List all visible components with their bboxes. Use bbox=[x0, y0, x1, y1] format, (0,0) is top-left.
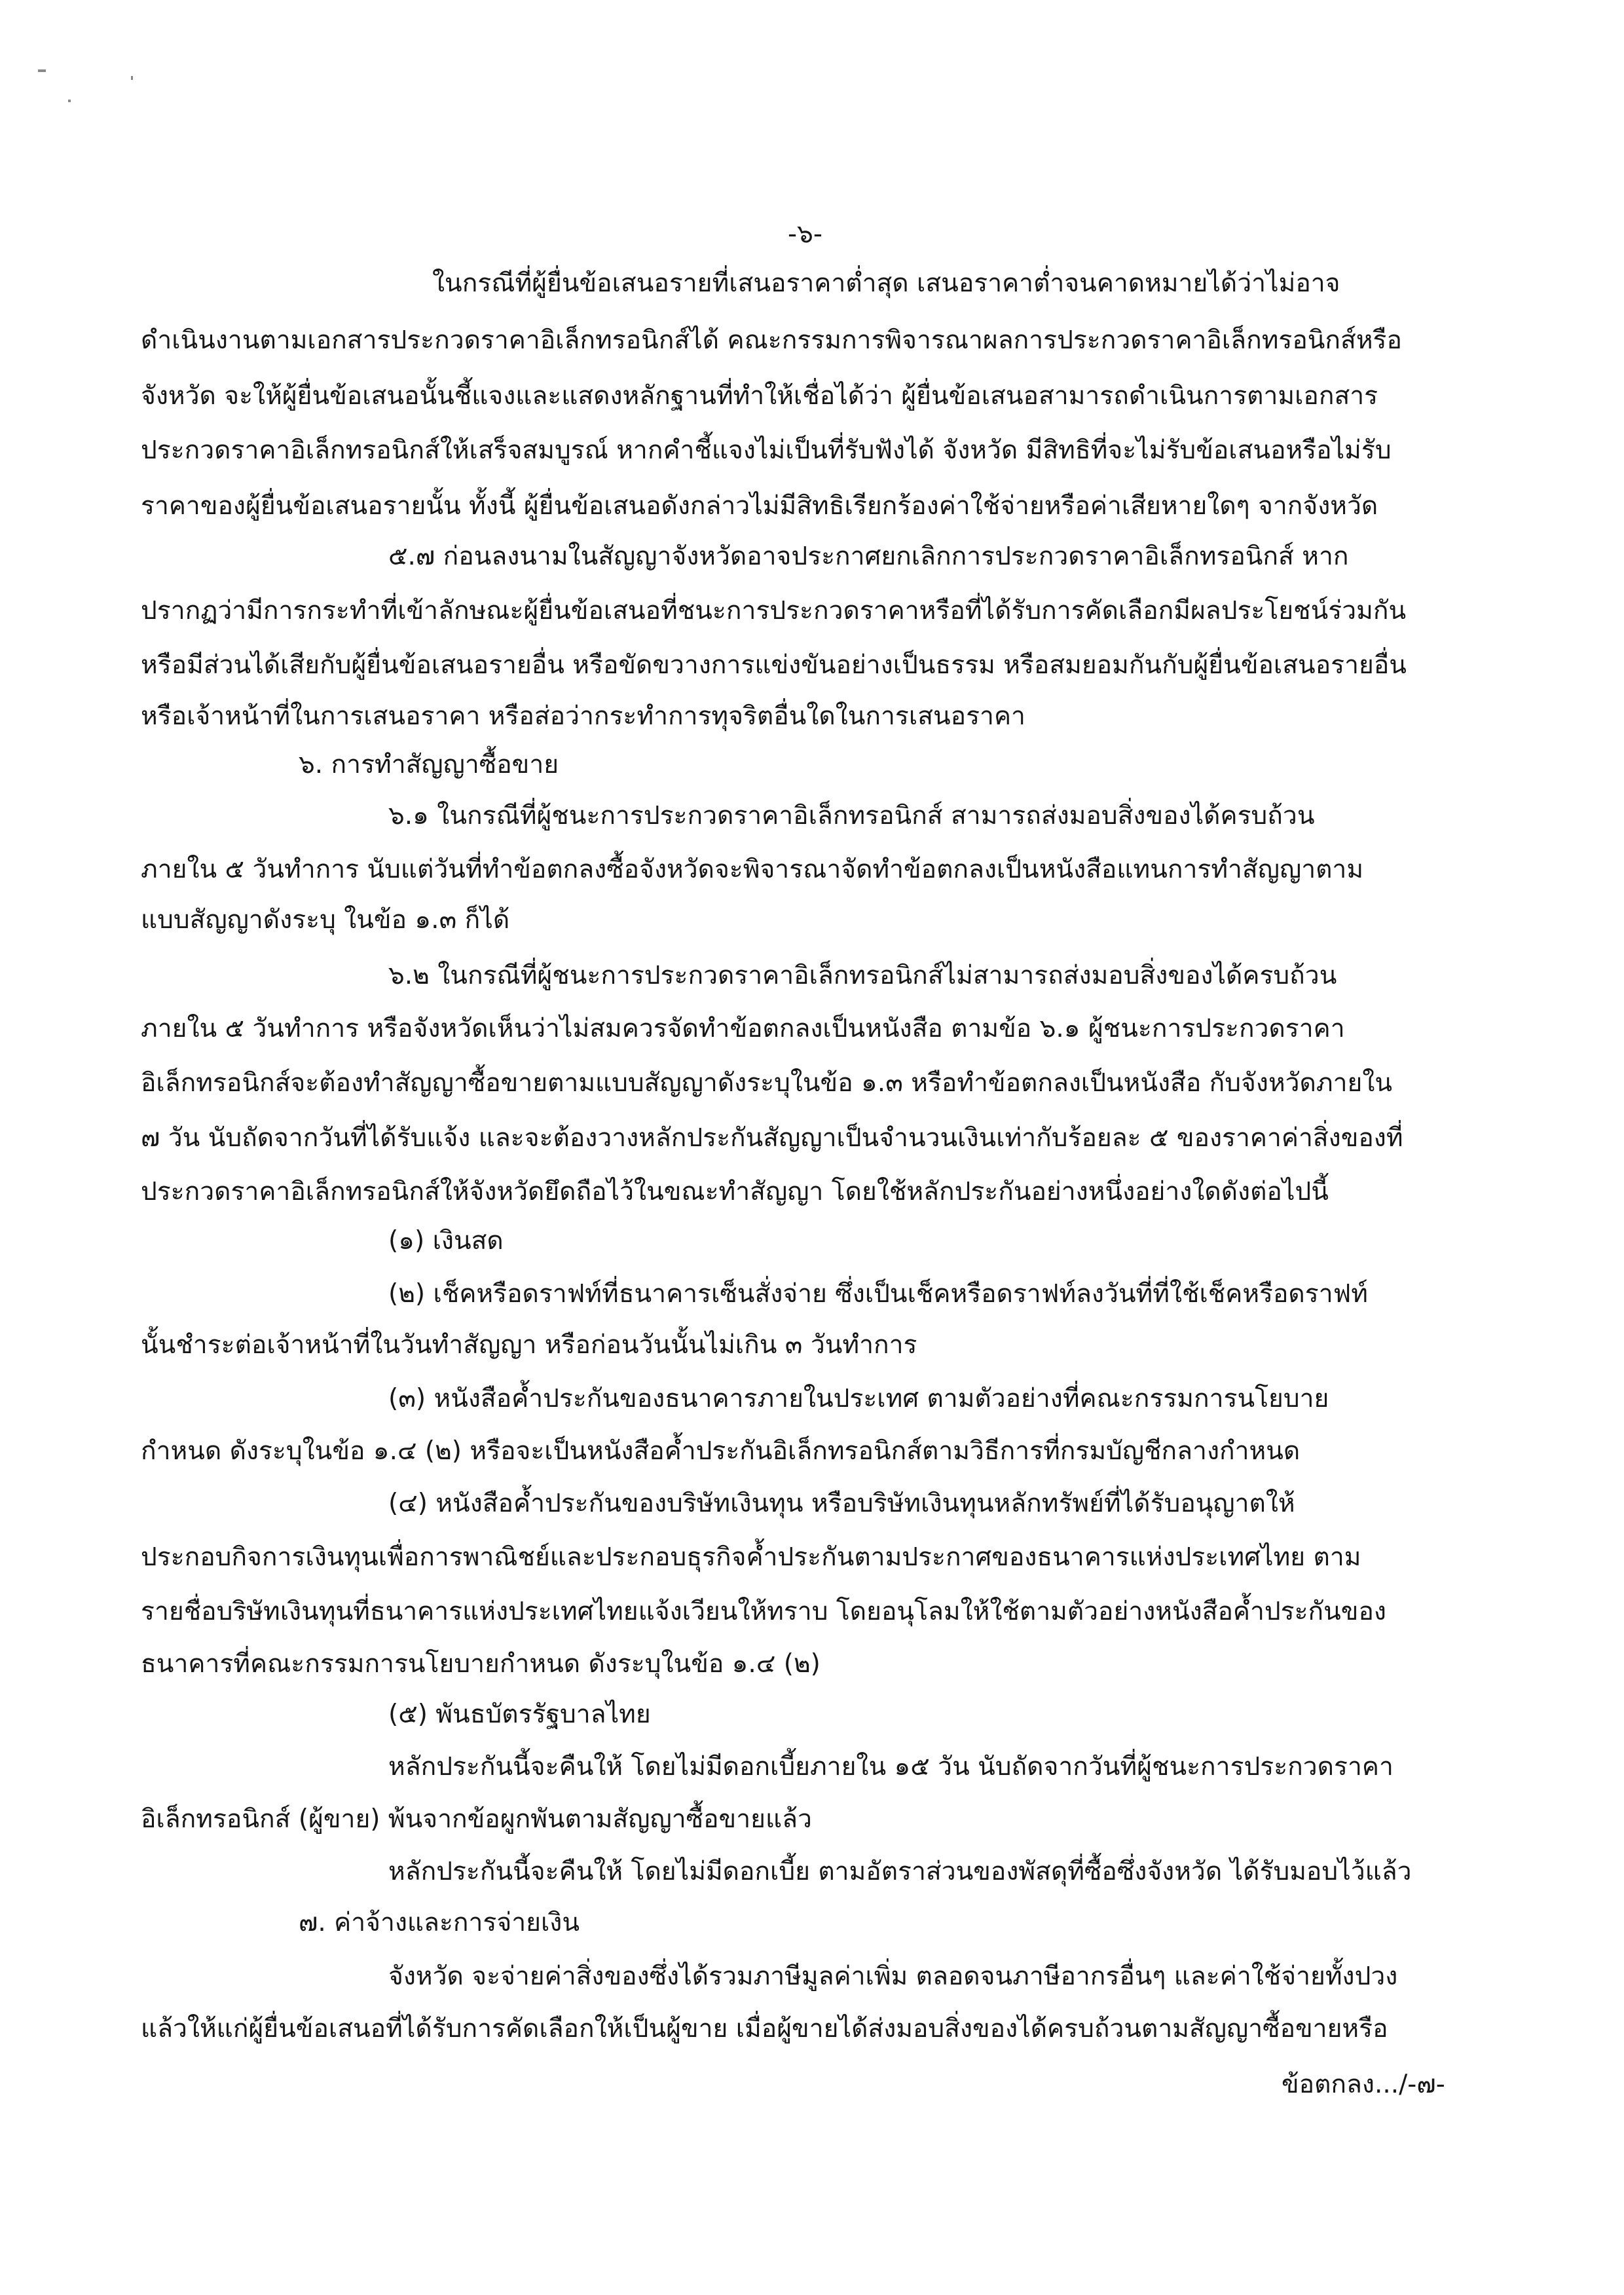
item-2: (๒) เช็คหรือดราฟท์ที่ธนาคารเซ็นสั่งจ่าย ซึ่งเป็นเช็คหรือดราฟท์ลงวันที่ที่ใช้เช็คหรือดราฟท์ bbox=[388, 1279, 1368, 1309]
body-line: ประกวดราคาอิเล็กทรอนิกส์ให้จังหวัดยึดถือไว้ในขณะทำสัญญา โดยใช้หลักประกันอย่างหนึ่งอย่างใดดังต่อไปนี้ bbox=[141, 1177, 1329, 1206]
clause-6-1: ๖.๑ ในกรณีที่ผู้ชนะการประกวดราคาอิเล็กทรอนิกส์ สามารถส่งมอบสิ่งของได้ครบถ้วน bbox=[388, 801, 1315, 830]
body-line: ภายใน ๕ วันทำการ หรือจังหวัดเห็นว่าไม่สมควรจัดทำข้อตกลงเป็นหนังสือ ตามข้อ ๖.๑ ผู้ชนะการประกวดราคา bbox=[141, 1014, 1345, 1043]
body-line: หลักประกันนี้จะคืนให้ โดยไม่มีดอกเบี้ย ตามอัตราส่วนของพัสดุที่ซื้อซึ่งจังหวัด ได้รับมอบไว้แล้ว bbox=[388, 1857, 1412, 1886]
body-line: กำหนด ดังระบุในข้อ ๑.๔ (๒) หรือจะเป็นหนังสือค้ำประกันอิเล็กทรอนิกส์ตามวิธีการที่กรมบัญชีกลางกำหนด bbox=[141, 1436, 1301, 1466]
body-line: ปรากฏว่ามีการกระทำที่เข้าลักษณะผู้ยื่นข้อเสนอที่ชนะการประกวดราคาหรือที่ได้รับการคัดเลือกมีผลประโยชน์ร่วมกัน bbox=[141, 596, 1407, 625]
item-1: (๑) เงินสด bbox=[388, 1226, 504, 1256]
section-6-heading: ๖. การทำสัญญาซื้อขาย bbox=[299, 750, 559, 779]
body-line: ราคาของผู้ยื่นข้อเสนอรายนั้น ทั้งนี้ ผู้ยื่นข้อเสนอดังกล่าวไม่มีสิทธิเรียกร้องค่าใช้จ่ายหรือค่าเสียหายใดๆ จากจังหวัด bbox=[141, 491, 1378, 521]
page-number: -๖- bbox=[788, 219, 822, 249]
continuation-footer: ข้อตกลง.../-๗- bbox=[1282, 2070, 1445, 2099]
item-3: (๓) หนังสือค้ำประกันของธนาคารภายในประเทศ ตามตัวอย่างที่คณะกรรมการนโยบาย bbox=[388, 1384, 1329, 1413]
body-line: อิเล็กทรอนิกส์จะต้องทำสัญญาซื้อขายตามแบบสัญญาดังระบุในข้อ ๑.๓ หรือทำข้อตกลงเป็นหนังสือ กับจังหวัดภายใน bbox=[141, 1068, 1393, 1098]
section-7-heading: ๗. ค่าจ้างและการจ่ายเงิน bbox=[299, 1908, 580, 1937]
body-line: จังหวัด จะจ่ายค่าสิ่งของซึ่งได้รวมภาษีมูลค่าเพิ่ม ตลอดจนภาษีอากรอื่นๆ และค่าใช้จ่ายทั้งปวง bbox=[388, 1962, 1398, 1991]
body-line: จังหวัด จะให้ผู้ยื่นข้อเสนอนั้นชี้แจงและแสดงหลักฐานที่ทำให้เชื่อได้ว่า ผู้ยื่นข้อเสนอสามารถดำเนินการตามเอกสาร bbox=[141, 381, 1378, 411]
clause-5-7: ๕.๗ ก่อนลงนามในสัญญาจังหวัดอาจประกาศยกเลิกการประกวดราคาอิเล็กทรอนิกส์ หาก bbox=[388, 542, 1349, 571]
scan-speck bbox=[38, 69, 46, 72]
body-line: ประกอบกิจการเงินทุนเพื่อการพาณิชย์และประกอบธุรกิจค้ำประกันตามประกาศของธนาคารแห่งประเทศไทย ตาม bbox=[141, 1542, 1361, 1572]
clause-6-2: ๖.๒ ในกรณีที่ผู้ชนะการประกวดราคาอิเล็กทรอนิกส์ไม่สามารถส่งมอบสิ่งของได้ครบถ้วน bbox=[388, 961, 1337, 990]
item-5: (๕) พันธบัตรรัฐบาลไทย bbox=[388, 1700, 651, 1729]
body-line: ดำเนินงานตามเอกสารประกวดราคาอิเล็กทรอนิกส์ได้ คณะกรรมการพิจารณาผลการประกวดราคาอิเล็กทรอนิกส์หรือ bbox=[141, 326, 1402, 355]
body-line: นั้นชำระต่อเจ้าหน้าที่ในวันทำสัญญา หรือก่อนวันนั้นไม่เกิน ๓ วันทำการ bbox=[141, 1330, 917, 1360]
scan-speck bbox=[131, 76, 133, 80]
body-line: ๗ วัน นับถัดจากวันที่ได้รับแจ้ง และจะต้องวางหลักประกันสัญญาเป็นจำนวนเงินเท่ากับร้อยละ ๕ ของราคาค่าสิ่งของที่ bbox=[141, 1123, 1403, 1153]
scan-speck bbox=[68, 100, 71, 102]
body-line: แบบสัญญาดังระบุ ในข้อ ๑.๓ ก็ได้ bbox=[141, 905, 510, 935]
item-4: (๔) หนังสือค้ำประกันของบริษัทเงินทุน หรือบริษัทเงินทุนหลักทรัพย์ที่ได้รับอนุญาตให้ bbox=[388, 1489, 1295, 1518]
body-line: อิเล็กทรอนิกส์ (ผู้ขาย) พ้นจากข้อผูกพันตามสัญญาซื้อขายแล้ว bbox=[141, 1804, 812, 1834]
body-line: หรือมีส่วนได้เสียกับผู้ยื่นข้อเสนอรายอื่น หรือขัดขวางการแข่งขันอย่างเป็นธรรม หรือสมยอมกันกับผู้ยื่นข้อเสนอรายอื่น bbox=[141, 650, 1407, 680]
body-line: ธนาคารที่คณะกรรมการนโยบายกำหนด ดังระบุในข้อ ๑.๔ (๒) bbox=[141, 1649, 821, 1679]
body-line: หรือเจ้าหน้าที่ในการเสนอราคา หรือส่อว่ากระทำการทุจริตอื่นใดในการเสนอราคา bbox=[141, 701, 1025, 731]
body-line: แล้วให้แก่ผู้ยื่นข้อเสนอที่ได้รับการคัดเลือกให้เป็นผู้ขาย เมื่อผู้ขายได้ส่งมอบสิ่งของได้ครบถ้วนตามสัญญาซื้อขายหรือ bbox=[141, 2014, 1388, 2043]
body-line: รายชื่อบริษัทเงินทุนที่ธนาคารแห่งประเทศไทยแจ้งเวียนให้ทราบ โดยอนุโลมให้ใช้ตามตัวอย่างหนังสือค้ำประกันของ bbox=[141, 1597, 1386, 1626]
body-line: ในกรณีที่ผู้ยื่นข้อเสนอรายที่เสนอราคาต่ำสุด เสนอราคาต่ำจนคาดหมายได้ว่าไม่อาจ bbox=[432, 269, 1340, 298]
body-line: ประกวดราคาอิเล็กทรอนิกส์ให้เสร็จสมบูรณ์ หากคำชี้แจงไม่เป็นที่รับฟังได้ จังหวัด มีสิทธิที่จะไม่รับข้อเสนอหรือไม่รับ bbox=[141, 436, 1392, 465]
body-line: ภายใน ๕ วันทำการ นับแต่วันที่ทำข้อตกลงซื้อจังหวัดจะพิจารณาจัดทำข้อตกลงเป็นหนังสือแทนการทำสัญญาตาม bbox=[141, 855, 1364, 884]
body-line: หลักประกันนี้จะคืนให้ โดยไม่มีดอกเบี้ยภายใน ๑๕ วัน นับถัดจากวันที่ผู้ชนะการประกวดราคา bbox=[388, 1752, 1393, 1782]
